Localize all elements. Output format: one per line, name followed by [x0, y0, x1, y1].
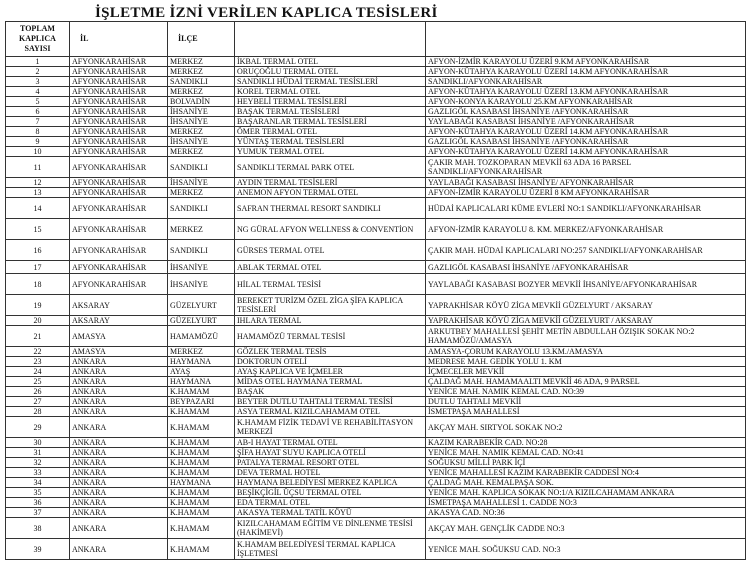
table-row — [6, 87, 746, 97]
cell-province: AFYONKARAHİSAR — [70, 219, 168, 240]
cell-district: MERKEZ — [168, 87, 235, 97]
cell-facility: DEVA TERMAL HOTEL — [235, 468, 426, 478]
cell-district: MERKEZ — [168, 67, 235, 77]
cell-district: GÜZELYURT — [168, 295, 235, 316]
cell-facility: GÜRSES TERMAL OTEL — [235, 240, 426, 261]
cell-province: ANKARA — [70, 458, 168, 468]
cell-district: K.HAMAM — [168, 438, 235, 448]
cell-district: SANDIKLI — [168, 240, 235, 261]
header-province: İL — [70, 22, 168, 57]
cell-number: 3 — [6, 77, 70, 87]
header-address — [426, 22, 746, 57]
cell-district: K.HAMAM — [168, 417, 235, 438]
cell-district: HAYMANA — [168, 357, 235, 367]
table-row — [6, 147, 746, 157]
cell-province: ANKARA — [70, 448, 168, 458]
cell-number: 32 — [6, 458, 70, 468]
cell-facility: ASYA TERMAL KIZILCAHAMAM OTEL — [235, 407, 426, 417]
cell-district: SANDIKLI — [168, 198, 235, 219]
cell-facility: ÖMER TERMAL OTEL — [235, 127, 426, 137]
cell-facility: SAFRAN THERMAL RESORT SANDIKLI — [235, 198, 426, 219]
cell-district: AYAŞ — [168, 367, 235, 377]
table-row — [6, 478, 746, 488]
cell-number: 23 — [6, 357, 70, 367]
cell-facility: K.HAMAM FİZİK TEDAVİ VE REHABİLİTASYON MERKEZİ — [235, 417, 426, 438]
cell-address: MEDRESE MAH. GEDİK YOLU 1. KM — [426, 357, 746, 367]
table-row — [6, 261, 746, 274]
cell-number: 35 — [6, 488, 70, 498]
cell-facility: BAŞAK TERMAL TESİSLERİ — [235, 107, 426, 117]
cell-address: HÜDAİ KAPLICALARI KÜME EVLERİ NO:1 SANDIKLI/AFYONKARAHİSAR — [426, 198, 746, 219]
cell-facility: ANEMON AFYON TERMAL OTEL — [235, 188, 426, 198]
cell-province: AFYONKARAHİSAR — [70, 188, 168, 198]
cell-facility: BEREKET TURİZM ÖZEL ZİGA ŞİFA KAPLICA TESİSLERİ — [235, 295, 426, 316]
cell-number: 13 — [6, 188, 70, 198]
cell-facility: SANDIKLI HÜDAİ TERMAL TESİSLERİ — [235, 77, 426, 87]
cell-facility: AYDIN TERMAL TESİSLERİ — [235, 178, 426, 188]
cell-province: ANKARA — [70, 488, 168, 498]
cell-facility: AYAŞ KAPLICA VE İÇMELER — [235, 367, 426, 377]
table-row — [6, 57, 746, 67]
cell-district: BOLVADİN — [168, 97, 235, 107]
table-row — [6, 518, 746, 539]
cell-province: AFYONKARAHİSAR — [70, 67, 168, 77]
cell-province: AFYONKARAHİSAR — [70, 97, 168, 107]
cell-province: ANKARA — [70, 407, 168, 417]
header-district: İLÇE — [168, 22, 235, 57]
cell-address: AFYON-KONYA KARAYOLU 25.KM AFYONKARAHİSAR — [426, 97, 746, 107]
cell-district: K.HAMAM — [168, 518, 235, 539]
cell-facility: K.HAMAM BELEDİYESİ TERMAL KAPLICA İŞLETMESİ — [235, 539, 426, 560]
cell-number: 2 — [6, 67, 70, 77]
cell-province: ANKARA — [70, 539, 168, 560]
table-row — [6, 316, 746, 326]
table-row — [6, 240, 746, 261]
cell-province: ANKARA — [70, 367, 168, 377]
cell-district: HAYMANA — [168, 377, 235, 387]
cell-facility: HAYMANA BELEDİYESİ MERKEZ KAPLICA — [235, 478, 426, 488]
cell-address: SOĞUKSU MİLLİ PARK İÇİ — [426, 458, 746, 468]
cell-province: ANKARA — [70, 438, 168, 448]
cell-number: 28 — [6, 407, 70, 417]
cell-province: AFYONKARAHİSAR — [70, 178, 168, 188]
header-facility — [235, 22, 426, 57]
cell-number: 21 — [6, 326, 70, 347]
cell-facility: KOREL TERMAL OTEL — [235, 87, 426, 97]
cell-facility: YUMUK TERMAL OTEL — [235, 147, 426, 157]
cell-address: YENİCE MAH. SOĞUKSU CAD. NO:3 — [426, 539, 746, 560]
cell-province: AMASYA — [70, 326, 168, 347]
cell-address: KAZIM KARABEKİR CAD. NO:28 — [426, 438, 746, 448]
table-row — [6, 137, 746, 147]
cell-address: YAPRAKHİSAR KÖYÜ ZİGA MEVKİİ GÜZELYURT / AKSARAY — [426, 316, 746, 326]
cell-district: K.HAMAM — [168, 458, 235, 468]
cell-number: 6 — [6, 107, 70, 117]
cell-province: ANKARA — [70, 357, 168, 367]
cell-facility: PATALYA TERMAL RESORT OTEL — [235, 458, 426, 468]
cell-province: ANKARA — [70, 478, 168, 488]
cell-province: AFYONKARAHİSAR — [70, 274, 168, 295]
cell-facility: BAŞARANLAR TERMAL TESİSLERİ — [235, 117, 426, 127]
table-row — [6, 407, 746, 417]
cell-facility: IHLARA TERMAL — [235, 316, 426, 326]
cell-province: AFYONKARAHİSAR — [70, 137, 168, 147]
cell-province: AFYONKARAHİSAR — [70, 107, 168, 117]
cell-district: MERKEZ — [168, 219, 235, 240]
cell-district: MERKEZ — [168, 188, 235, 198]
table-row — [6, 458, 746, 468]
cell-district: MERKEZ — [168, 57, 235, 67]
cell-address: YAYLABAĞI KASABASI İHSANİYE /AFYONKARAHİSAR — [426, 117, 746, 127]
cell-number: 29 — [6, 417, 70, 438]
table-row — [6, 295, 746, 316]
cell-address: GAZLIGÖL KASABASI İHSANİYE /AFYONKARAHİSAR — [426, 137, 746, 147]
cell-address: AFYON-KÜTAHYA KARAYOLU ÜZERİ 13.KM AFYONKARAHİSAR — [426, 87, 746, 97]
cell-number: 37 — [6, 508, 70, 518]
cell-number: 22 — [6, 347, 70, 357]
table-row — [6, 508, 746, 518]
cell-facility: AB-I HAYAT TERMAL OTEL — [235, 438, 426, 448]
cell-district: HAYMANA — [168, 478, 235, 488]
cell-number: 15 — [6, 219, 70, 240]
cell-district: BEYPAZARI — [168, 397, 235, 407]
cell-facility: SANDIKLI TERMAL PARK OTEL — [235, 157, 426, 178]
cell-number: 16 — [6, 240, 70, 261]
cell-district: İHSANİYE — [168, 178, 235, 188]
cell-address: GAZLIGÖL KASABASI İHSANİYE /AFYONKARAHİSAR — [426, 107, 746, 117]
cell-number: 31 — [6, 448, 70, 458]
cell-number: 9 — [6, 137, 70, 147]
cell-address: YENİCE MAH. NAMIK KEMAL CAD. NO:39 — [426, 387, 746, 397]
table-row — [6, 127, 746, 137]
table-row — [6, 157, 746, 178]
cell-number: 27 — [6, 397, 70, 407]
cell-district: İHSANİYE — [168, 137, 235, 147]
cell-province: ANKARA — [70, 377, 168, 387]
cell-province: AFYONKARAHİSAR — [70, 198, 168, 219]
cell-province: AFYONKARAHİSAR — [70, 127, 168, 137]
table-row — [6, 387, 746, 397]
cell-number: 5 — [6, 97, 70, 107]
cell-province: ANKARA — [70, 518, 168, 539]
cell-address: SANDIKLI/AFYONKARAHİSAR — [426, 77, 746, 87]
spa-facilities-table — [5, 21, 746, 560]
cell-address: YENİCE MAH. KAPLICA SOKAK NO:1/A KIZILCAHAMAM ANKARA — [426, 488, 746, 498]
table-row — [6, 219, 746, 240]
cell-province: ANKARA — [70, 417, 168, 438]
cell-number: 36 — [6, 498, 70, 508]
cell-address: ARKUTBEY MAHALLESİ ŞEHİT METİN ABDULLAH ÖZIŞIK SOKAK NO:2 HAMAMÖZÜ/AMASYA — [426, 326, 746, 347]
cell-province: AFYONKARAHİSAR — [70, 147, 168, 157]
cell-province: AFYONKARAHİSAR — [70, 87, 168, 97]
cell-province: AKSARAY — [70, 295, 168, 316]
cell-address: AFYON-KÜTAHYA KARAYOLU ÜZERİ 14.KM AFYONKARAHİSAR — [426, 147, 746, 157]
table-row — [6, 347, 746, 357]
table-row — [6, 274, 746, 295]
cell-district: K.HAMAM — [168, 488, 235, 498]
table-row — [6, 397, 746, 407]
cell-province: AFYONKARAHİSAR — [70, 57, 168, 67]
cell-facility: İKBAL TERMAL OTEL — [235, 57, 426, 67]
cell-facility: GÖZLEK TERMAL TESİS — [235, 347, 426, 357]
cell-address: YENİCE MAHALLESİ KAZIM KARABEKİR CADDESİ NO:4 — [426, 468, 746, 478]
cell-district: SANDIKLI — [168, 77, 235, 87]
cell-number: 7 — [6, 117, 70, 127]
cell-number: 4 — [6, 87, 70, 97]
cell-facility: ABLAK TERMAL OTEL — [235, 261, 426, 274]
table-row — [6, 448, 746, 458]
cell-address: GAZLIGÖL KASABASI İHSANİYE /AFYONKARAHİSAR — [426, 261, 746, 274]
cell-facility: BEŞİKÇİGİL ÜÇSU TERMAL OTEL — [235, 488, 426, 498]
cell-number: 25 — [6, 377, 70, 387]
cell-address: DUTLU TAHTALI MEVKİİ — [426, 397, 746, 407]
cell-address: YENİCE MAH. NAMIK KEMAL CAD. NO:41 — [426, 448, 746, 458]
cell-number: 18 — [6, 274, 70, 295]
cell-district: İHSANİYE — [168, 261, 235, 274]
cell-facility: HİLAL TERMAL TESİSİ — [235, 274, 426, 295]
cell-number: 17 — [6, 261, 70, 274]
table-row — [6, 198, 746, 219]
cell-province: ANKARA — [70, 387, 168, 397]
cell-facility: ORUÇOĞLU TERMAL OTEL — [235, 67, 426, 77]
cell-district: K.HAMAM — [168, 539, 235, 560]
table-row — [6, 107, 746, 117]
cell-address: AKÇAY MAH. GENÇLİK CADDE NO:3 — [426, 518, 746, 539]
cell-district: MERKEZ — [168, 147, 235, 157]
cell-address: AKÇAY MAH. SIRTYOL SOKAK NO:2 — [426, 417, 746, 438]
table-row — [6, 468, 746, 478]
cell-address: AMASYA-ÇORUM KARAYOLU 13.KM./AMASYA — [426, 347, 746, 357]
cell-facility: EDA TERMAL OTEL — [235, 498, 426, 508]
page-title: İŞLETME İZNİ VERİLEN KAPLICA TESİSLERİ — [95, 5, 438, 21]
cell-district: MERKEZ — [168, 127, 235, 137]
cell-province: ANKARA — [70, 498, 168, 508]
cell-number: 20 — [6, 316, 70, 326]
cell-district: İHSANİYE — [168, 117, 235, 127]
cell-facility: MİDAS OTEL HAYMANA TERMAL — [235, 377, 426, 387]
table-row — [6, 67, 746, 77]
cell-address: ÇAKIR MAH. TOZKOPARAN MEVKİİ 63 ADA 16 PARSEL SANDIKLI/AFYONKARAHİSAR — [426, 157, 746, 178]
cell-address: YAYLABAĞI KASABASI İHSANİYE/ AFYONKARAHİSAR — [426, 178, 746, 188]
table-row — [6, 377, 746, 387]
cell-number: 34 — [6, 478, 70, 488]
table-row — [6, 488, 746, 498]
table-row — [6, 326, 746, 347]
cell-district: SANDIKLI — [168, 157, 235, 178]
cell-facility: ŞİFA HAYAT SUYU KAPLICA OTELİ — [235, 448, 426, 458]
table-row — [6, 188, 746, 198]
cell-province: AFYONKARAHİSAR — [70, 157, 168, 178]
cell-district: K.HAMAM — [168, 407, 235, 417]
cell-district: K.HAMAM — [168, 498, 235, 508]
table-row — [6, 97, 746, 107]
cell-facility: DOKTORUN OTELİ — [235, 357, 426, 367]
cell-address: AFYON-KÜTAHYA KARAYOLU ÜZERİ 14.KM AFYONKARAHİSAR — [426, 67, 746, 77]
cell-number: 8 — [6, 127, 70, 137]
cell-address: İSMETPAŞA MAHALLESİ — [426, 407, 746, 417]
cell-number: 33 — [6, 468, 70, 478]
table-row — [6, 117, 746, 127]
cell-address: ÇALDAĞ MAH. HAMAMAALTI MEVKİİ 46 ADA, 9 PARSEL — [426, 377, 746, 387]
cell-address: AFYON-İZMİR KARAYOLU ÜZERİ 8 KM AFYONKARAHİSAR — [426, 188, 746, 198]
table-header-row — [6, 22, 746, 57]
cell-district: MERKEZ — [168, 347, 235, 357]
cell-district: GÜZELYURT — [168, 316, 235, 326]
cell-address: AKASYA CAD. NO:36 — [426, 508, 746, 518]
cell-province: AFYONKARAHİSAR — [70, 77, 168, 87]
cell-address: YAYLABAĞI KASABASI BOZYER MEVKİİ İHSANİYE/AFYONKARAHİSAR — [426, 274, 746, 295]
cell-facility: BEYTER DUTLU TAHTALI TERMAL TESİSİ — [235, 397, 426, 407]
cell-number: 24 — [6, 367, 70, 377]
cell-district: K.HAMAM — [168, 448, 235, 458]
cell-district: K.HAMAM — [168, 508, 235, 518]
cell-district: K.HAMAM — [168, 387, 235, 397]
cell-province: AFYONKARAHİSAR — [70, 240, 168, 261]
cell-facility: YÜNTAŞ TERMAL TESİSLERİ — [235, 137, 426, 147]
cell-province: ANKARA — [70, 508, 168, 518]
table-row — [6, 417, 746, 438]
cell-number: 1 — [6, 57, 70, 67]
table-body — [6, 57, 746, 560]
cell-district: HAMAMÖZÜ — [168, 326, 235, 347]
cell-address: İÇMECELER MEVKİİ — [426, 367, 746, 377]
cell-address: İSMETPAŞA MAHALLESİ 1. CADDE NO:3 — [426, 498, 746, 508]
table-row — [6, 498, 746, 508]
cell-number: 26 — [6, 387, 70, 397]
cell-address: ÇALDAĞ MAH. KEMALPAŞA SOK. — [426, 478, 746, 488]
cell-number: 10 — [6, 147, 70, 157]
cell-number: 19 — [6, 295, 70, 316]
cell-province: ANKARA — [70, 397, 168, 407]
cell-facility: BAŞAK — [235, 387, 426, 397]
cell-address: AFYON-İZMİR KARAYOLU 8. KM. MERKEZ/AFYONKARAHİSAR — [426, 219, 746, 240]
cell-province: ANKARA — [70, 468, 168, 478]
cell-district: İHSANİYE — [168, 107, 235, 117]
cell-number: 14 — [6, 198, 70, 219]
table-row — [6, 77, 746, 87]
cell-district: K.HAMAM — [168, 468, 235, 478]
table-row — [6, 367, 746, 377]
table-row — [6, 438, 746, 448]
table-row — [6, 539, 746, 560]
cell-district: İHSANİYE — [168, 274, 235, 295]
cell-number: 39 — [6, 539, 70, 560]
cell-number: 12 — [6, 178, 70, 188]
cell-number: 38 — [6, 518, 70, 539]
table-row — [6, 178, 746, 188]
cell-province: AKSARAY — [70, 316, 168, 326]
header-total-count: TOPLAM KAPLICA SAYISI — [6, 22, 70, 57]
cell-province: AMASYA — [70, 347, 168, 357]
cell-facility: KIZILCAHAMAM EĞİTİM VE DİNLENME TESİSİ (HAKİMEVİ) — [235, 518, 426, 539]
cell-address: ÇAKIR MAH. HÜDAİ KAPLICALARI NO:257 SANDIKLI/AFYONKARAHİSAR — [426, 240, 746, 261]
cell-province: AFYONKARAHİSAR — [70, 261, 168, 274]
table-row — [6, 357, 746, 367]
cell-facility: AKASYA TERMAL TATİL KÖYÜ — [235, 508, 426, 518]
cell-province: AFYONKARAHİSAR — [70, 117, 168, 127]
cell-facility: HEYBELİ TERMAL TESİSLERİ — [235, 97, 426, 107]
cell-facility: NG GÜRAL AFYON WELLNESS & CONVENTİON — [235, 219, 426, 240]
cell-number: 11 — [6, 157, 70, 178]
cell-address: YAPRAKHİSAR KÖYÜ ZİGA MEVKİİ GÜZELYURT / AKSARAY — [426, 295, 746, 316]
cell-number: 30 — [6, 438, 70, 448]
cell-address: AFYON-İZMİR KARAYOLU ÜZERİ 9.KM AFYONKARAHİSAR — [426, 57, 746, 67]
cell-address: AFYON-KÜTAHYA KARAYOLU ÜZERİ 14.KM AFYONKARAHİSAR — [426, 127, 746, 137]
cell-facility: HAMAMÖZÜ TERMAL TESİSİ — [235, 326, 426, 347]
